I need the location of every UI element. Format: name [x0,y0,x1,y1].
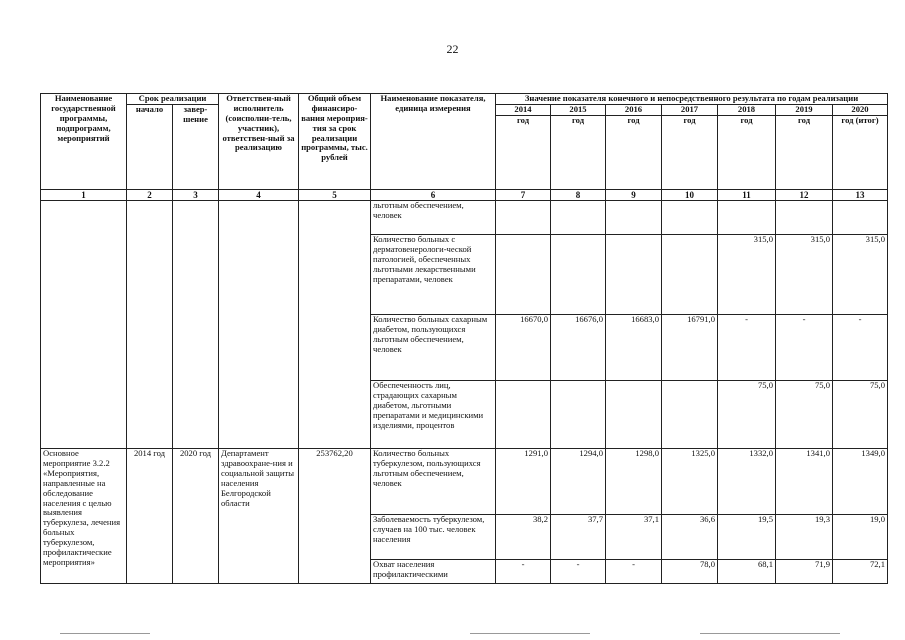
value-cell: - [718,315,776,381]
column-number: 13 [833,189,888,200]
value-cell: 1294,0 [551,449,606,515]
header-year-unit: год [496,115,551,189]
program-table [40,93,888,584]
scan-artifact [700,633,840,634]
value-cell: 19,5 [718,515,776,560]
header-year-unit: год (итог) [833,115,888,189]
indicator-cell: Заболеваемость туберкулезом, случаев на 100 тыс. человек населения [371,515,496,560]
header-year: 2016 [606,105,662,116]
header-name: Наименование государственной программы, подпрограмм, мероприятий [41,94,127,190]
value-cell: 1341,0 [776,449,833,515]
value-cell: 1349,0 [833,449,888,515]
table-row [41,449,888,515]
value-cell: 16676,0 [551,315,606,381]
value-cell: 75,0 [776,381,833,449]
header-year-unit: год [606,115,662,189]
value-cell [551,201,606,235]
value-cell: 36,6 [662,515,718,560]
column-number: 8 [551,189,606,200]
header-year: 2020 [833,105,888,116]
value-cell: 315,0 [776,235,833,315]
value-cell: - [551,560,606,584]
header-year-unit: год [776,115,833,189]
value-cell: 16670,0 [496,315,551,381]
value-cell [718,201,776,235]
value-cell: 1325,0 [662,449,718,515]
value-cell [496,381,551,449]
column-number: 10 [662,189,718,200]
value-cell [662,201,718,235]
header-year-unit: год [551,115,606,189]
header-year: 2018 [718,105,776,116]
value-cell [551,235,606,315]
measure-end: 2020 год [173,449,219,584]
table-row [41,201,888,235]
column-number: 6 [371,189,496,200]
value-cell: 71,9 [776,560,833,584]
value-cell [496,235,551,315]
column-number: 1 [41,189,127,200]
value-cell [776,201,833,235]
header-values-title: Значение показателя конечного и непосредственного результата по годам реализации [496,94,888,105]
indicator-cell: Количество больных туберкулезом, пользующихся льготным обеспечением, человек [371,449,496,515]
measure-finance: 253762,20 [299,449,371,584]
value-cell [606,201,662,235]
value-cell: 75,0 [833,381,888,449]
header-executor: Ответствен-ный исполнитель (соисполни-тель, участник), ответствен-ный за реализацию [219,94,299,190]
value-cell: 1298,0 [606,449,662,515]
value-cell: 1291,0 [496,449,551,515]
column-number: 7 [496,189,551,200]
page-number: 22 [446,42,459,56]
value-cell [606,235,662,315]
header-year: 2015 [551,105,606,116]
measure-executor: Департамент здравоохране-ния и социальной защиты населения Белгородской области [219,449,299,584]
value-cell: 72,1 [833,560,888,584]
value-cell [833,201,888,235]
indicator-cell: Количество больных сахарным диабетом, пользующихся льготным обеспечением, человек [371,315,496,381]
scan-artifact [60,633,150,634]
header-period: Срок реализации [127,94,219,105]
value-cell: 19,3 [776,515,833,560]
scan-artifact [470,633,590,634]
value-cell: 38,2 [496,515,551,560]
header-year-unit: год [662,115,718,189]
header-end: завер-шение [173,105,219,190]
value-cell [551,381,606,449]
measure-start: 2014 год [127,449,173,584]
value-cell [662,235,718,315]
value-cell: - [776,315,833,381]
column-number: 2 [127,189,173,200]
value-cell: 68,1 [718,560,776,584]
column-number: 5 [299,189,371,200]
header-year: 2014 [496,105,551,116]
indicator-cell: Обеспеченность лиц, страдающих сахарным диабетом, льготными препаратами и медицинскими изделиями, процентов [371,381,496,449]
value-cell: 78,0 [662,560,718,584]
value-cell: 315,0 [718,235,776,315]
header-indicator: Наименование показателя, единица измерения [371,94,496,190]
value-cell: 16683,0 [606,315,662,381]
value-cell: - [606,560,662,584]
indicator-cell: Охват населения профилактическими [371,560,496,584]
value-cell: - [833,315,888,381]
value-cell [606,381,662,449]
column-number: 11 [718,189,776,200]
value-cell: - [496,560,551,584]
header-start: начало [127,105,173,190]
header-year: 2019 [776,105,833,116]
value-cell: 19,0 [833,515,888,560]
indicator-cell: Количество больных с дерматовенерологи-ческой патологией, обеспеченных льготными лекарственными препаратами, человек [371,235,496,315]
indicator-cell: льготным обеспечением, человек [371,201,496,235]
value-cell: 315,0 [833,235,888,315]
column-number: 12 [776,189,833,200]
value-cell: 37,1 [606,515,662,560]
value-cell [496,201,551,235]
value-cell [662,381,718,449]
header-finance: Общий объем финансиро-вания мероприя-тия за срок реализации программы, тыс. рублей [299,94,371,190]
value-cell: 16791,0 [662,315,718,381]
value-cell: 37,7 [551,515,606,560]
value-cell: 1332,0 [718,449,776,515]
value-cell: 75,0 [718,381,776,449]
header-year: 2017 [662,105,718,116]
header-year-unit: год [718,115,776,189]
column-number: 3 [173,189,219,200]
column-number: 4 [219,189,299,200]
column-number: 9 [606,189,662,200]
measure-name: Основное мероприятие 3.2.2 «Мероприятия, направленные на обследование населения с целью выявления туберкулеза, лечения больных туберкулезом, профилактические мероприятия» [41,449,127,584]
